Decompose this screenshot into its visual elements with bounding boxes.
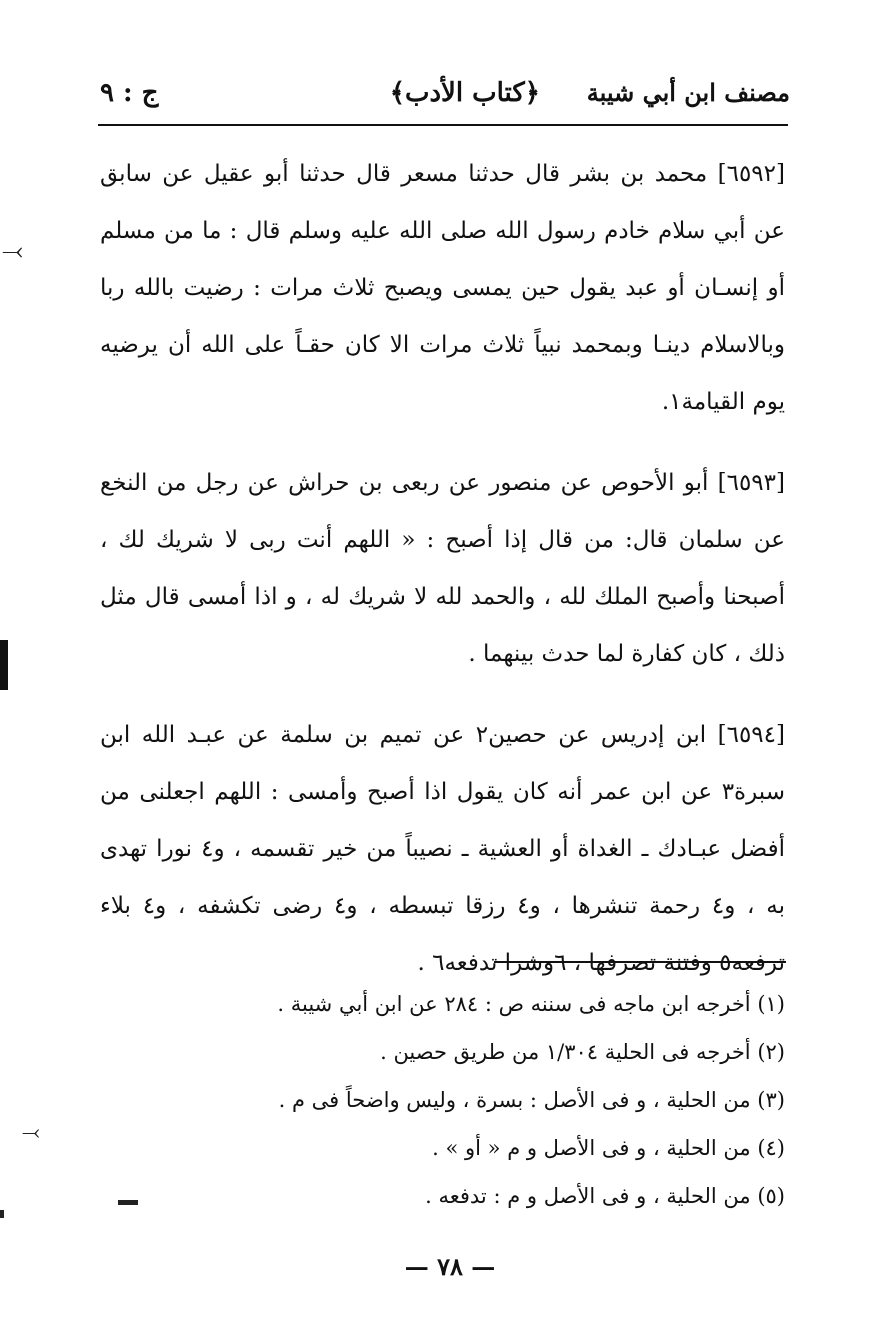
hadith-6592: [٦٥٩٢] محمد بن بشر قال حدثنا مسعر قال حدثنا أبو عقيل عن سابق عن أبي سلام خادم رسول الله صلى الله عليه وسلم قال : ما من مسلم أو إنسـان أو عبد يقول حين يمسى ويصبح ثلاث مرات : رضيت بالله ربا وبالاسلام دينـا وبمحمد نبياً ثلاث مرات الا كان حقـاً على الله أن يرضيه يوم القيامة١. xyxy=(100,161,785,415)
footnote-5: (٥) من الحلية ، و فى الأصل و م : تدفعه . xyxy=(425,1184,785,1208)
margin-ink-bar xyxy=(0,640,8,690)
header-divider xyxy=(98,124,788,126)
footnotes xyxy=(240,980,785,1220)
footnote-4: (٤) من الحلية ، و فى الأصل و م « أو » . xyxy=(432,1136,785,1160)
footnote-1: (١) أخرجه ابن ماجه فى سننه ص : ٢٨٤ عن ابن أبي شيبة . xyxy=(277,992,785,1016)
page-number: — ٧٨ — xyxy=(404,1252,496,1281)
footnote-3: (٣) من الحلية ، و فى الأصل : بسرة ، وليس واضحاً فى م . xyxy=(278,1088,785,1112)
book-title: مصنف ابن أبي شيبة xyxy=(586,78,790,107)
footnote-divider xyxy=(494,961,786,963)
volume-number: ج : ٩ xyxy=(100,78,159,108)
hadith-text-body xyxy=(100,146,785,1016)
margin-scratch-mark: ⤙ xyxy=(2,236,23,266)
margin-scratch-mark: ⤙ xyxy=(22,1120,40,1145)
chapter-title: ﴿كتاب الأدب﴾ xyxy=(389,78,540,108)
margin-dot-mark xyxy=(0,1210,4,1218)
margin-dash-mark xyxy=(118,1200,138,1205)
page-header xyxy=(100,78,790,118)
hadith-6594: [٦٥٩٤] ابن إدريس عن حصين٢ عن تميم بن سلمة عن عبـد الله ابن سبرة٣ عن ابن عمر أنه كان يقول اذا أصبح وأمسى : اللهم اجعلنى من أفضل عبـادك ـ الغداة أو العشية ـ نصيباً من خير تقسمه ، و٤ نورا تهدى به ، و٤ رحمة تنشرها ، و٤ رزقا تبسطه ، و٤ رضى تكشفه ، و٤ بلاء ترفعه٥ وفتنة تصرفها ، ٦وشرا تدفعه٦ . xyxy=(100,722,785,976)
hadith-6593: [٦٥٩٣] أبو الأحوص عن منصور عن ربعى بن حراش عن رجل من النخع عن سلمان قال: من قال إذا أصبح : « اللهم أنت ربى لا شريك لك ، أصبحنا وأصبح الملك لله ، والحمد لله لا شريك له ، و اذا أمسى قال مثل ذلك ، كان كفارة لما حدث بينهما . xyxy=(100,470,785,667)
footnote-2: (٢) أخرجه فى الحلية ١/٣٠٤ من طريق حصين . xyxy=(380,1040,785,1064)
